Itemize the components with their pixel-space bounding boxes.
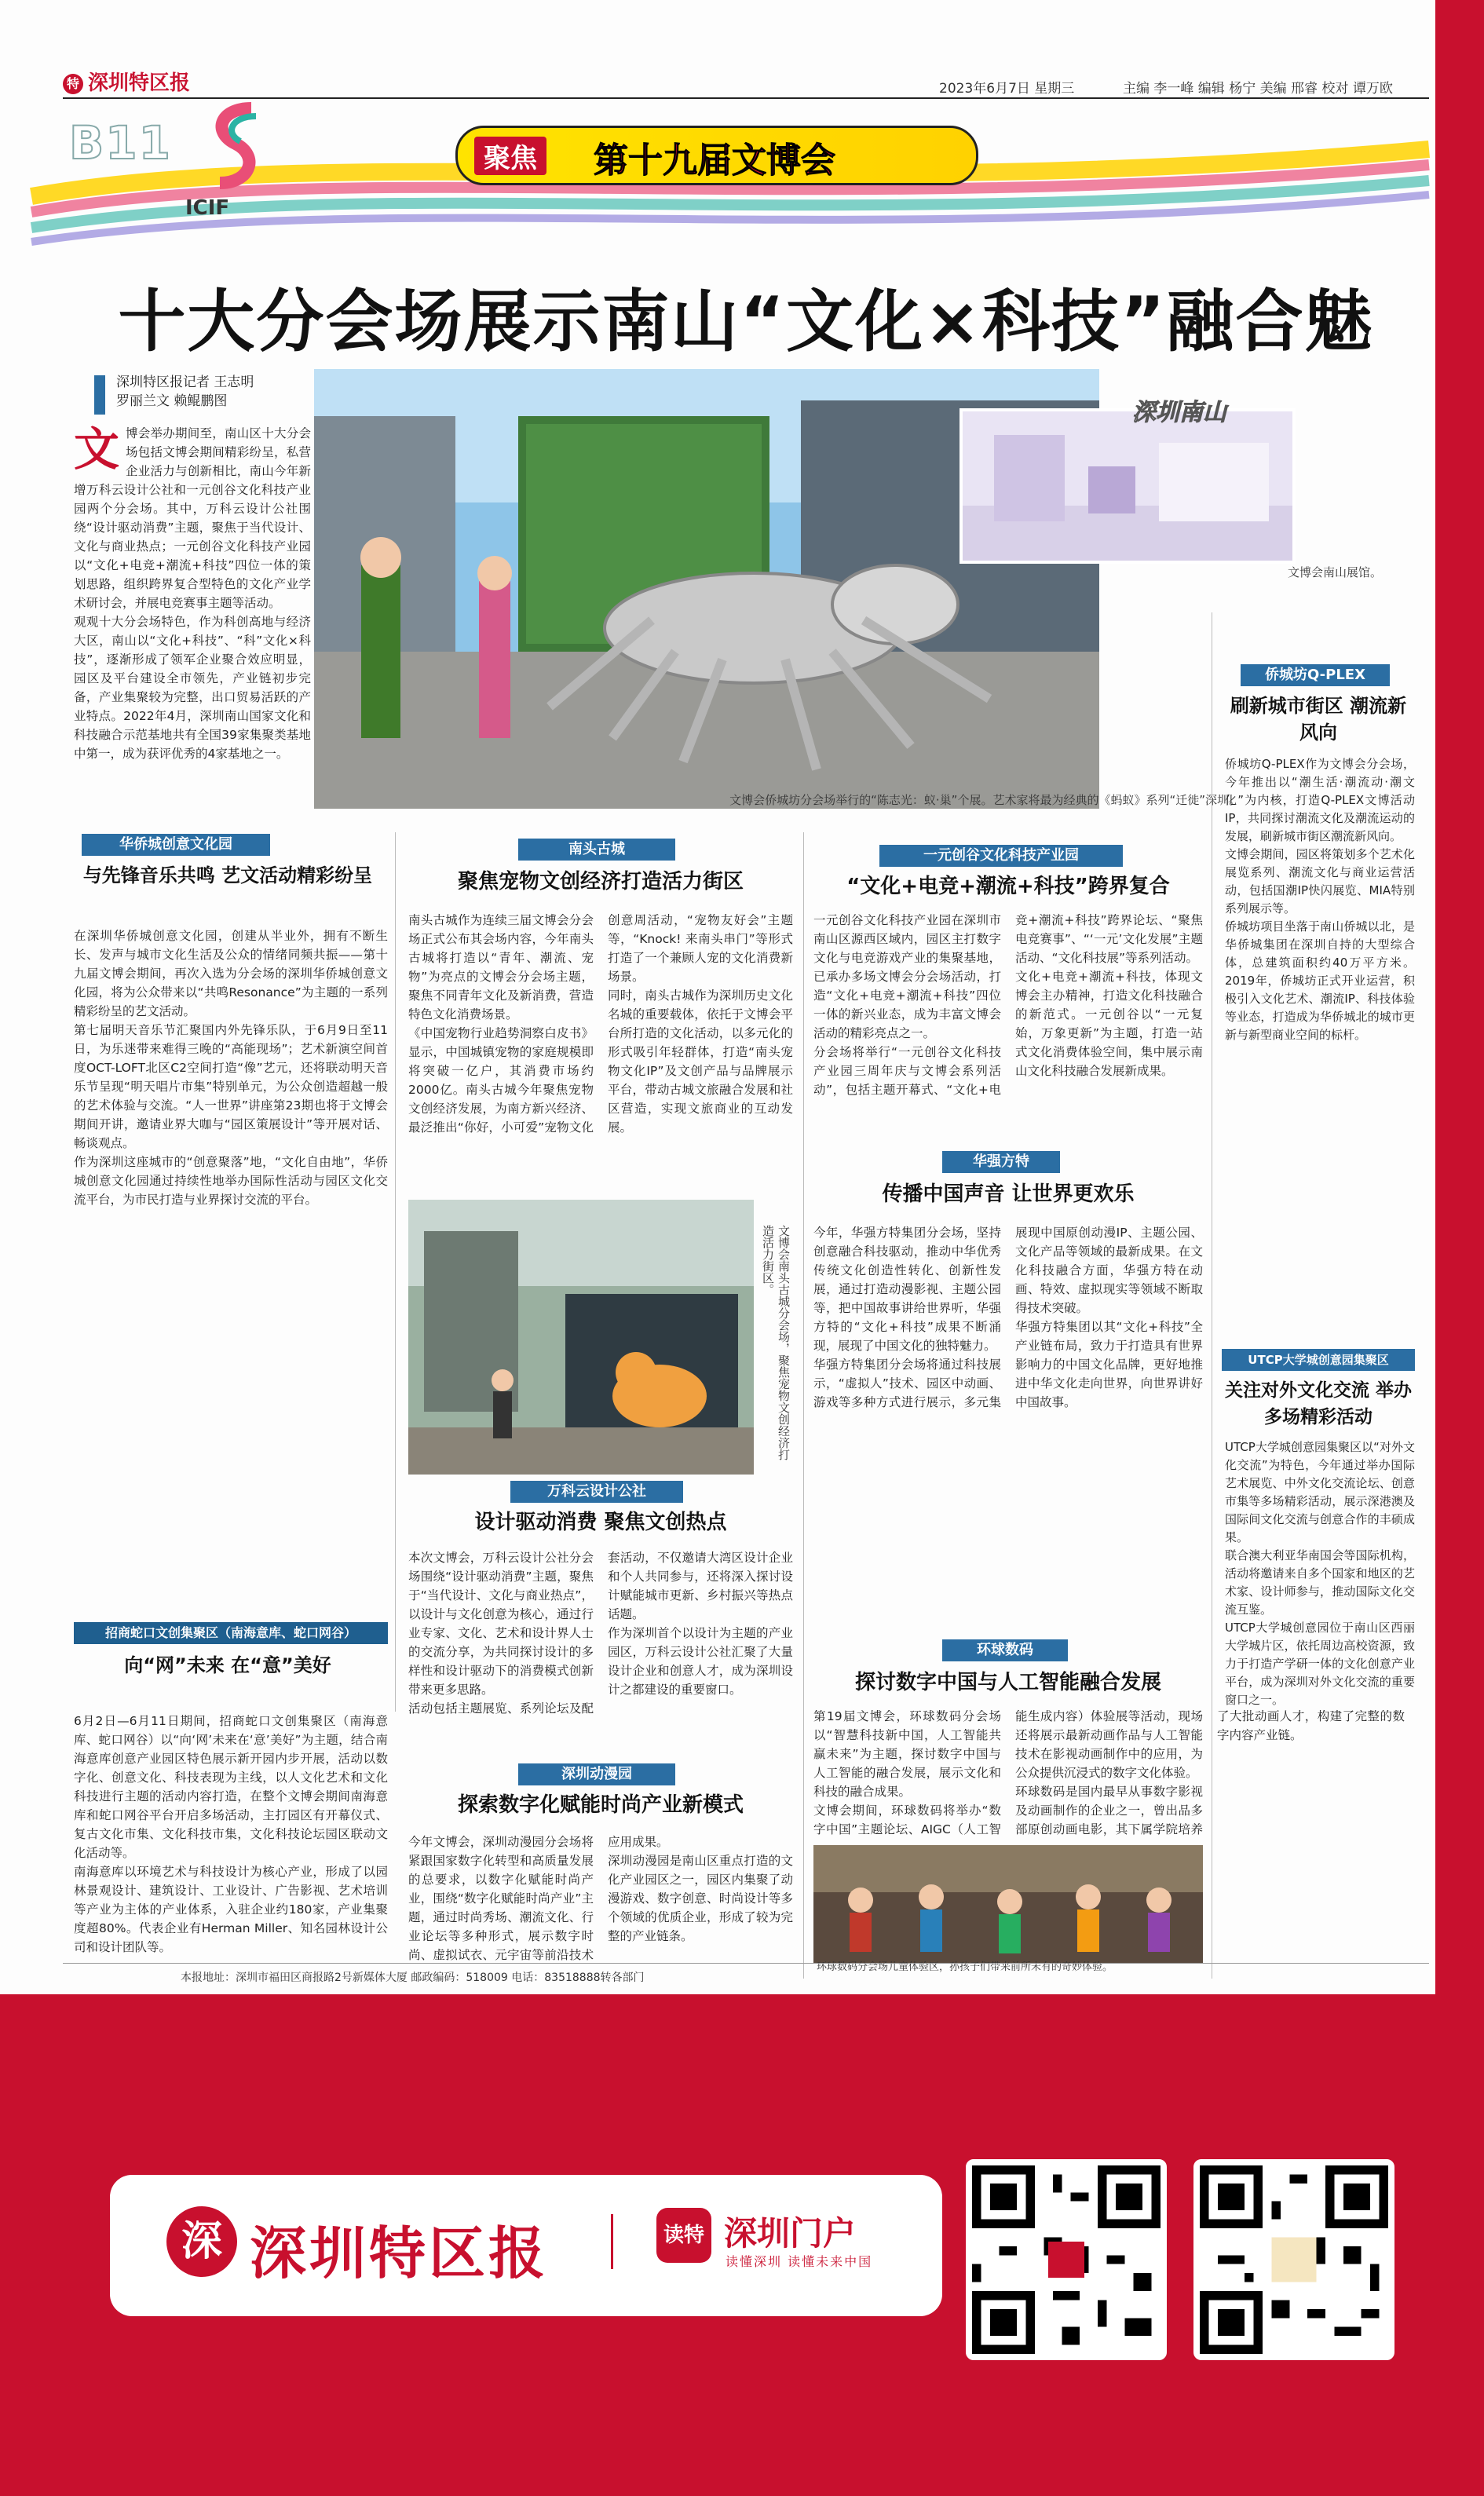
section-tag-huanqiu: 环球数码 — [942, 1639, 1068, 1661]
page-number: B11 — [69, 116, 172, 170]
main-photo-caption: 文博会侨城坊分会场举行的“陈志光：蚁·巢”个展。艺术家将最为经典的《蚂蚁》系列“迁徙”深圳。 — [729, 793, 1241, 807]
section-tag-zhaoshang: 招商蛇口文创集聚区（南海意库、蛇口网谷） — [74, 1622, 388, 1644]
inset-photo-nanshan-pavilion — [959, 408, 1296, 564]
section-body-nantou: 南头古城作为连续三届文博会分会场正式公布其会场内容，今年南头古城将打造以“青年、潮流、宠物”为亮点的文博会分会场主题，聚焦不同青年文化及新消费，营造特色文化消费场景。 《中国宠物行业趋势洞察白皮书》显示，中国城镇宠物的家庭规模即将突破一亿户，其消费市场约2000亿。南头古城今年聚焦宠物文创经济发展，为南方新兴经济、最泛推出“你好，小可爱”宠物文化创意周活动，“宠物友好会”主题等，“Knock! 来南头串门”等形式打造了一个兼顾人宠的文化消费新场景。 同时，南头古城作为深圳历史文化名城的重要载体，依托于文博会平台所打造的文化活动，以多元化的形式吸引年轻群体，打造“南头宠物文化IP”及文创产品与品牌展示平台，带动古城文旅融合发展和社区营造，实现文旅商业的互动发展。 — [408, 913, 793, 1135]
section-body-zhaoshang: 6月2日—6月11日期间，招商蛇口文创集聚区（南海意库、蛇口网谷）以“向‘网’未来在‘意’美好”为主题，结合南海意库创意产业园区特色展示新开园内步开展，活动以数字化、创意文化、科技表现为主线，以人文化艺术和文化科技进行主题的活动内容打造，在整个文博会期间南海意库和蛇口网谷平台开启多场活动，主打园区有开幕仪式、复古文化市集、文化科技市集，文化科技论坛园区联动文化活动等。 南海意库以环境艺术与科技设计为核心产业，形成了以园林景观设计、建筑设计、工业设计、广告影视、艺术培训等产业为主体的产业体系，入驻企业约180家，产业集聚度超80%。代表企业有Herman Miller、知名园林设计公司和设计团队等。 — [74, 1714, 388, 1954]
byline-bar — [94, 375, 105, 415]
section-tag-utcp: UTCP大学城创意园集聚区 — [1222, 1349, 1415, 1371]
section-body-huaqiang: 今年，华强方特集团分会场，坚持创意融合科技驱动，推动中华优秀传统文化创造性转化、创新性发展，通过打造动漫影视、主题公园等，把中国故事讲给世界听，华强方特的“文化+科技”成果不断涌现，展现了中国文化的独特魅力。 华强方特集团分会场将通过科技展示，“虚拟人”技术、园区中动画、游戏等多种方式进行展示，多元集展现中国原创动漫IP、主题公园、文化产品等领域的最新成果。在文化科技融合方面，华强方特在动画、特效、虚拟现实等领域不断取得技术突破。 华强方特集团以其“文化+科技”全产业链布局，致力于打造具有世界影响力的中国文化品牌，更好地推进中华文化走向世界，向世界讲好中国故事。 — [813, 1226, 1203, 1409]
footer-rule — [63, 1963, 1429, 1964]
section-title-zhaoshang: 向“网”未来 在“意”美好 — [124, 1654, 331, 1676]
section-body-yiyuan: 一元创谷文化科技产业园在深圳市南山区源西区域内，园区主打数字文化与电竞游戏产业的集聚基地，已承办多场文博会分会场活动，打造“文化+电竞+潮流+科技”四位一体的新兴业态，成为丰富文博会活动的精彩亮点之一。 分会场将举行“一元创谷文化科技产业园三周年庆与文博会系列活动”，包括主题开幕式、“文化+电竞+潮流+科技”跨界论坛、“聚焦电竞赛事”、“‘一元’文化发展”主题活动、“文化科技展”等系列活动。 文化+电竞+潮流+科技，体现文博会主办精神，打造文化科技融合的新范式。一元创谷以“一元复始，万象更新”为主题，打造一站式文化消费体验空间，集中展示南山文化科技融合发展新成果。 — [813, 913, 1203, 1097]
section-title-qiaochengfang: 刷新城市街区 潮流新风向 — [1230, 695, 1407, 744]
section-tag-yiyuan: 一元创谷文化科技产业园 — [879, 845, 1123, 867]
section-tag-qiaocheng-creative: 华侨城创意文化园 — [82, 834, 270, 856]
banner-tag: 聚焦 — [474, 137, 546, 175]
photo-caption-huanqiu: 环球数码分会场儿童体验区，孙孩子们带来前所未有的奇妙体验。 — [817, 1961, 1113, 1973]
qr-code-app[interactable] — [966, 2159, 1167, 2360]
duete-app-icon: 读特 — [656, 2208, 711, 2263]
byline: 深圳特区报记者 王志明 罗丽兰文 赖鲲鹏图 — [116, 375, 254, 409]
section-title-yiyuan: “文化+电竞+潮流+科技”跨界复合 — [846, 875, 1170, 898]
page-headline: 十大分会场展示南山“文化×科技”融合魅 — [118, 283, 1374, 361]
banner-title: 第十九届文博会 — [594, 141, 835, 181]
newspaper-logo-icon: 深 — [166, 2206, 237, 2277]
section-title-huaqiang: 传播中国声音 让世界更欢乐 — [882, 1182, 1135, 1206]
app-logo-text: 深圳门户 — [724, 2214, 857, 2253]
section-tag-nantou: 南头古城 — [518, 839, 675, 861]
section-tag-wanke: 万科云设计公社 — [510, 1481, 683, 1503]
section-title-qiaocheng-creative: 与先锋音乐共鸣 艺文活动精彩纷呈 — [82, 864, 373, 886]
editor-credits: 主编 李一峰 编辑 杨宁 美编 邢睿 校对 谭万欧 — [1123, 81, 1393, 97]
dropcap: 文 — [74, 422, 120, 476]
section-tag-shenzhen-anime: 深圳动漫园 — [518, 1763, 675, 1785]
icif-logo-text: ICIF — [185, 196, 230, 220]
photo-huanqiu-children — [813, 1845, 1203, 1963]
inset-photo-caption: 文博会南山展馆。 — [1288, 565, 1383, 579]
section-body-huanqiu: 第19届文博会，环球数码分会场以“智慧科技新中国，人工智能共赢未来”为主题，探讨数字中国与人工智能的融合发展，展示文化和科技的融合成果。 文博会期间，环球数码将举办“数字中国”主题论坛、AIGC（人工智能生成内容）体验展等活动，现场还将展示最新动画作品与人工智能技术在影视动画制作中的应用，为公众提供沉浸式的数字文化体验。 环球数码是国内最早从事数字影视及动画制作的企业之一，曾出品多部原创动画电影，其下属学院培养了大批动画人才，构建了完整的数字内容产业链。 — [813, 1709, 1405, 1836]
section-body-utcp: UTCP大学城创意园集聚区以“对外文化交流”为特色，今年通过举办国际艺术展览、中外文化交流论坛、创意市集等多场精彩活动，展示深港澳及国际间文化交流与创意合作的丰硕成果。 联合澳大利亚华南国会等国际机构，活动将邀请来自多个国家和地区的艺术家、设计师参与，推动国际文化交流互鉴。 UTCP大学城创意园位于南山区西丽大学城片区，依托周边高校资源，致力于打造产学研一体的文化创意产业平台，成为深圳对外文化交流的重要窗口之一。 — [1225, 1440, 1415, 1707]
section-body-qiaochengfang: 侨城坊Q-PLEX作为文博会分会场，今年推出以“潮生活·潮流动·潮文化”为内核，打造Q-PLEX文博活动IP，共同探讨潮流文化及潮流运动的发展，刷新城市街区潮流新风向。 文博会期间，园区将策划多个艺术化展览系列、潮流文化与商业运营活动，包括国潮IP快闪展览、MIA特别系列展示等。 侨城坊项目坐落于南山侨城以北，是华侨城集团在深圳自持的大型综合体，总建筑面积约40万平方米。2019年，侨城坊正式开业运营，积极引入文化艺术、潮流IP、科技体验等业态，打造成为华侨城北的城市更新与新型商业空间的标杆。 — [1225, 757, 1415, 1042]
section-title-utcp: 关注对外文化交流 举办多场精彩活动 — [1224, 1380, 1412, 1427]
section-title-wanke: 设计驱动消费 聚焦文创热点 — [474, 1511, 727, 1534]
app-slogan: 读懂深圳 读懂未来中国 — [726, 2254, 873, 2269]
footer-address: 本报地址：深圳市福田区商报路2号新媒体大厦 邮政编码：518009 电话：83518888转各部门 — [181, 1972, 645, 1984]
icif-s-logo-icon — [196, 100, 275, 195]
section-title-huanqiu: 探讨数字中国与人工智能融合发展 — [854, 1671, 1161, 1694]
section-body-shenzhen-anime: 今年文博会，深圳动漫园分会场将紧跟国家数字化转型和高质量发展的总要求，以数字化赋能时尚产业，围绕“数字化赋能时尚产业”主题，通过时尚秀场、潮流文化、行业论坛等多种形式，展示数字时尚、虚拟试衣、元宇宙等前沿技术应用成果。 深圳动漫园是南山区重点打造的文化产业园区之一，园区内集聚了动漫游戏、数字创意、时尚设计等多个领域的优质企业，形成了较为完整的产业链条。 — [408, 1835, 793, 1962]
masthead: 特 深圳特区报 — [63, 67, 190, 96]
section-tag-huaqiang: 华强方特 — [942, 1151, 1060, 1173]
dateline: 2023年6月7日 星期三 — [939, 81, 1075, 97]
newspaper-logo-text: 深圳特区报 — [250, 2220, 549, 2286]
column-divider — [803, 832, 804, 1979]
photo-caption-nantou: 文博会南头古城分会场，聚焦宠物文创经济打造活力街区。 — [761, 1225, 791, 1460]
inset-photo-label: 深圳南山 — [1132, 399, 1226, 426]
column-divider — [395, 832, 396, 1712]
section-body-wanke: 本次文博会，万科云设计公社分会场围绕“设计驱动消费”主题，聚焦于“当代设计、文化与商业热点”，以设计与文化创意为核心，通过行业专家、文化、艺术和设计界人士的交流分享，为共同探讨设计的多样性和设计驱动下的消费模式创新带来更多思路。 活动包括主题展览、系列论坛及配套活动，不仅邀请大湾区设计企业和个人共同参与，还将深入探讨设计赋能城市更新、乡村振兴等热点话题。 作为深圳首个以设计为主题的产业园区，万科云设计公社汇聚了大量设计企业和创意人才，成为深圳设计之都建设的重要窗口。 — [408, 1551, 793, 1716]
section-tag-qiaochengfang: 侨城坊Q-PLEX — [1241, 664, 1390, 686]
lede-article: 文博会举办期间至，南山区十大分会场包括文博会期间精彩纷呈，私营企业活力与创新相比，南山今年新增万科云设计公社和一元创谷文化科技产业园两个分会场。其中，万科云设计公社围绕“设计驱动消费”主题，聚焦于当代设计、文化与商业热点；一元创谷文化科技产业园以“文化+电竞+潮流+科技”四位一体的策划思路，组织跨界复合型特色的文化产业学术研讨会，并展电竞赛事主题等活动。 观观十大分会场特色，作为科创高地与经济大区，南山以“文化+科技”、“科”文化×科技”，逐渐形成了领军企业聚合效应明显，园区及平台建设全市领先，产业链初步完备，产业集聚较为完整，出口贸易活跃的产业特点。2022年4月，深圳南山国家文化和科技融合示范基地共有全国39家集聚类基地中第一，成为获评优秀的4家基地之一。 — [74, 422, 311, 761]
section-title-shenzhen-anime: 探索数字化赋能时尚产业新模式 — [457, 1793, 744, 1817]
photo-nantou-pet-mural — [408, 1200, 754, 1475]
logo-divider — [611, 2214, 613, 2269]
right-red-stripe — [1435, 0, 1484, 1994]
section-title-nantou: 聚焦宠物文创经济打造活力街区 — [457, 870, 744, 894]
qr-code-newspaper[interactable] — [1193, 2159, 1394, 2360]
section-body-qiaocheng-creative: 在深圳华侨城创意文化园，创建从半业外，拥有不断生长、发声与城市文化生活及公众的情绪同频共振——第十九届文博会期间，再次入选为分会场的深圳华侨城创意文化园，将为公众带来以“共鸣Resonance”为主题的一系列精彩纷呈的艺文活动。 第七届明天音乐节汇聚国内外先锋乐队，于6月9日至11日，为乐迷带来难得三晚的“高能现场”；艺术新演空间首度OCT-LOFT北区C2空间打造“像”艺元，还将联动明天音乐节呈现“明天唱片市集”特别单元，为公众创造超越一般的艺术体验与交流。“人一世界”讲座第23期也将于文博会期间开讲，邀请业界大咖与“园区策展设计”等开展对话、畅谈观点。 作为深圳这座城市的“创意聚落”地，“文化自由地”，华侨城创意文化园通过持续性地举办国际性活动与园区文化交流平台，为市民打造与业界探讨交流的平台。 — [74, 929, 388, 1207]
